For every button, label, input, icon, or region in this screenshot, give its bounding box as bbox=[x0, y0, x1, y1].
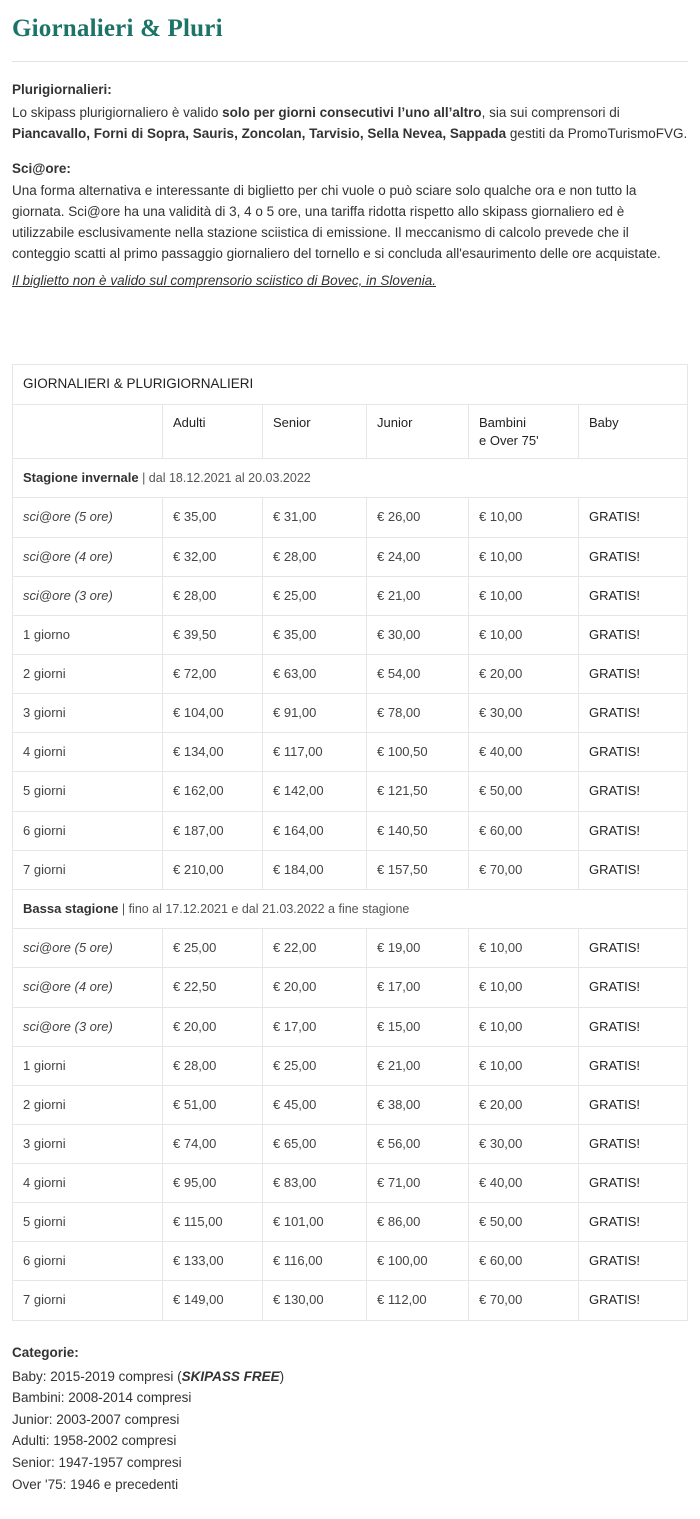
category-line bbox=[12, 1452, 688, 1474]
table-row bbox=[13, 1281, 688, 1320]
header-senior: Senior bbox=[263, 404, 367, 458]
table-row bbox=[13, 850, 688, 889]
cell-price: € 95,00 bbox=[163, 1164, 263, 1203]
row-label: 7 giorni bbox=[13, 1281, 163, 1320]
table-row bbox=[13, 1203, 688, 1242]
cell-free: GRATIS! bbox=[579, 1164, 688, 1203]
cell-price: € 101,00 bbox=[263, 1203, 367, 1242]
row-label: 2 giorni bbox=[13, 655, 163, 694]
cell-price: € 31,00 bbox=[263, 498, 367, 537]
cell-price: € 21,00 bbox=[367, 576, 469, 615]
cell-price: € 26,00 bbox=[367, 498, 469, 537]
cell-price: € 157,50 bbox=[367, 850, 469, 889]
cell-price: € 71,00 bbox=[367, 1164, 469, 1203]
table-row bbox=[13, 929, 688, 968]
cell-free: GRATIS! bbox=[579, 1242, 688, 1281]
cell-free: GRATIS! bbox=[579, 772, 688, 811]
table-row bbox=[13, 1007, 688, 1046]
intro-section bbox=[12, 80, 688, 292]
row-label: 6 giorni bbox=[13, 811, 163, 850]
cell-price: € 17,00 bbox=[367, 968, 469, 1007]
cell-free: GRATIS! bbox=[579, 1203, 688, 1242]
pluri-text-1: Lo skipass plurigiornaliero è valido bbox=[12, 104, 223, 120]
row-label: 1 giorno bbox=[13, 615, 163, 654]
cell-price: € 60,00 bbox=[469, 811, 579, 850]
categories-heading: Categorie: bbox=[12, 1344, 79, 1360]
cell-price: € 130,00 bbox=[263, 1281, 367, 1320]
season-dates: | fino al 17.12.2021 e dal 21.03.2022 a fine stagione bbox=[118, 901, 410, 916]
cell-price: € 20,00 bbox=[469, 655, 579, 694]
table-row bbox=[13, 498, 688, 537]
pluri-text-3: gestiti da PromoTurismoFVG. bbox=[506, 125, 688, 141]
cell-price: € 40,00 bbox=[469, 733, 579, 772]
categories-section bbox=[12, 1343, 688, 1495]
cell-price: € 121,50 bbox=[367, 772, 469, 811]
cell-free: GRATIS! bbox=[579, 850, 688, 889]
cell-free: GRATIS! bbox=[579, 615, 688, 654]
cell-price: € 17,00 bbox=[263, 1007, 367, 1046]
table-row bbox=[13, 1164, 688, 1203]
plurigiornalieri-heading: Plurigiornalieri: bbox=[12, 81, 112, 97]
category-line bbox=[12, 1474, 688, 1496]
cell-free: GRATIS! bbox=[579, 929, 688, 968]
category-line bbox=[12, 1409, 688, 1431]
table-row bbox=[13, 576, 688, 615]
cell-price: € 22,50 bbox=[163, 968, 263, 1007]
header-adulti: Adulti bbox=[163, 404, 263, 458]
page-title: Giornalieri & Pluri bbox=[12, 15, 223, 42]
page-container bbox=[0, 10, 700, 1519]
category-line bbox=[12, 1387, 688, 1409]
cell-price: € 10,00 bbox=[469, 929, 579, 968]
season-name: Stagione invernale bbox=[23, 470, 139, 486]
cell-free: GRATIS! bbox=[579, 498, 688, 537]
table-row bbox=[13, 772, 688, 811]
sciore-note: Il biglietto non è valido sul comprensorio sciistico di Bovec, in Slovenia. bbox=[12, 273, 436, 289]
cell-free: GRATIS! bbox=[579, 1046, 688, 1085]
cell-free: GRATIS! bbox=[579, 1281, 688, 1320]
cell-free: GRATIS! bbox=[579, 576, 688, 615]
cell-price: € 134,00 bbox=[163, 733, 263, 772]
cell-price: € 20,00 bbox=[263, 968, 367, 1007]
cell-free: GRATIS! bbox=[579, 537, 688, 576]
season-header-cell bbox=[13, 459, 688, 498]
row-label: sci@ore (3 ore) bbox=[13, 1007, 163, 1046]
categories-lines bbox=[12, 1366, 688, 1496]
cell-price: € 210,00 bbox=[163, 850, 263, 889]
table-row bbox=[13, 537, 688, 576]
cell-price: € 72,00 bbox=[163, 655, 263, 694]
cell-price: € 10,00 bbox=[469, 1007, 579, 1046]
table-row bbox=[13, 1046, 688, 1085]
price-table bbox=[12, 364, 688, 1321]
cell-price: € 30,00 bbox=[367, 615, 469, 654]
cell-price: € 38,00 bbox=[367, 1085, 469, 1124]
row-label: 5 giorni bbox=[13, 772, 163, 811]
cell-price: € 116,00 bbox=[263, 1242, 367, 1281]
cell-price: € 51,00 bbox=[163, 1085, 263, 1124]
table-caption-row bbox=[13, 365, 688, 405]
pluri-text-2: , sia sui comprensori di bbox=[481, 104, 620, 120]
category-text: Bambini: 2008-2014 compresi bbox=[12, 1390, 192, 1406]
cell-free: GRATIS! bbox=[579, 1124, 688, 1163]
season-header-row bbox=[13, 459, 688, 498]
cell-price: € 25,00 bbox=[263, 1046, 367, 1085]
table-caption: GIORNALIERI & PLURIGIORNALIERI bbox=[13, 365, 688, 405]
cell-price: € 54,00 bbox=[367, 655, 469, 694]
vertical-spacer bbox=[12, 306, 688, 364]
header-baby: Baby bbox=[579, 404, 688, 458]
cell-price: € 10,00 bbox=[469, 615, 579, 654]
cell-price: € 117,00 bbox=[263, 733, 367, 772]
cell-free: GRATIS! bbox=[579, 694, 688, 733]
row-label: 7 giorni bbox=[13, 850, 163, 889]
cell-price: € 28,00 bbox=[163, 576, 263, 615]
header-junior: Junior bbox=[367, 404, 469, 458]
cell-free: GRATIS! bbox=[579, 655, 688, 694]
category-line bbox=[12, 1430, 688, 1452]
cell-price: € 32,00 bbox=[163, 537, 263, 576]
category-text: Baby: 2015-2019 compresi ( bbox=[12, 1368, 182, 1384]
cell-free: GRATIS! bbox=[579, 811, 688, 850]
cell-free: GRATIS! bbox=[579, 733, 688, 772]
category-line bbox=[12, 1366, 688, 1388]
cell-price: € 19,00 bbox=[367, 929, 469, 968]
cell-price: € 15,00 bbox=[367, 1007, 469, 1046]
row-label: 2 giorni bbox=[13, 1085, 163, 1124]
cell-price: € 25,00 bbox=[263, 576, 367, 615]
cell-price: € 35,00 bbox=[263, 615, 367, 654]
row-label: 1 giorni bbox=[13, 1046, 163, 1085]
category-text: Adulti: 1958-2002 compresi bbox=[12, 1433, 177, 1449]
cell-price: € 21,00 bbox=[367, 1046, 469, 1085]
category-text: Over '75: 1946 e precedenti bbox=[12, 1476, 179, 1492]
table-row bbox=[13, 733, 688, 772]
cell-price: € 100,00 bbox=[367, 1242, 469, 1281]
cell-price: € 70,00 bbox=[469, 1281, 579, 1320]
cell-price: € 60,00 bbox=[469, 1242, 579, 1281]
cell-price: € 30,00 bbox=[469, 694, 579, 733]
cell-price: € 162,00 bbox=[163, 772, 263, 811]
table-row bbox=[13, 694, 688, 733]
sciore-paragraph: Una forma alternativa e interessante di biglietto per chi vuole o può sciare solo qualche ora e non tutto la giornata. Sci@ore ha una validità di 3, 4 o 5 ore, una tariffa ridotta rispetto allo skipass giornaliero ed è utilizzabile esclusivamente nella stazione sciistica di emissione. Il meccanismo di calcolo prevede che il conteggio scatti al primo passaggio giornaliero del tornello e si concluda all'esaurimento delle ore acquistate. bbox=[12, 183, 661, 262]
pluri-bold-2: Piancavallo, Forni di Sopra, Sauris, Zoncolan, Tarvisio, Sella Nevea, Sappada bbox=[12, 125, 507, 141]
title-divider bbox=[12, 61, 688, 62]
row-label: sci@ore (5 ore) bbox=[13, 498, 163, 537]
cell-price: € 35,00 bbox=[163, 498, 263, 537]
cell-price: € 74,00 bbox=[163, 1124, 263, 1163]
row-label: sci@ore (5 ore) bbox=[13, 929, 163, 968]
row-label: sci@ore (3 ore) bbox=[13, 576, 163, 615]
header-bambini-line1: Bambini bbox=[479, 414, 526, 430]
row-label: 3 giorni bbox=[13, 1124, 163, 1163]
table-row bbox=[13, 1085, 688, 1124]
table-row bbox=[13, 1242, 688, 1281]
cell-price: € 22,00 bbox=[263, 929, 367, 968]
table-header-row bbox=[13, 404, 688, 458]
cell-price: € 28,00 bbox=[163, 1046, 263, 1085]
sciore-block bbox=[12, 159, 688, 293]
plurigiornalieri-paragraph bbox=[12, 103, 688, 145]
cell-price: € 100,50 bbox=[367, 733, 469, 772]
cell-price: € 24,00 bbox=[367, 537, 469, 576]
cell-price: € 10,00 bbox=[469, 537, 579, 576]
season-header-row bbox=[13, 889, 688, 928]
table-row bbox=[13, 968, 688, 1007]
cell-price: € 50,00 bbox=[469, 772, 579, 811]
sciore-heading: Sci@ore: bbox=[12, 160, 71, 176]
cell-price: € 20,00 bbox=[469, 1085, 579, 1124]
row-label: 5 giorni bbox=[13, 1203, 163, 1242]
row-label: 4 giorni bbox=[13, 733, 163, 772]
cell-price: € 63,00 bbox=[263, 655, 367, 694]
cell-price: € 91,00 bbox=[263, 694, 367, 733]
cell-price: € 142,00 bbox=[263, 772, 367, 811]
cell-price: € 28,00 bbox=[263, 537, 367, 576]
pluri-bold-1: solo per giorni consecutivi l’uno all’altro bbox=[222, 104, 482, 120]
table-row bbox=[13, 615, 688, 654]
cell-price: € 10,00 bbox=[469, 1046, 579, 1085]
price-table-body bbox=[13, 365, 688, 1321]
category-text: Senior: 1947-1957 compresi bbox=[12, 1454, 182, 1470]
cell-price: € 40,00 bbox=[469, 1164, 579, 1203]
cell-free: GRATIS! bbox=[579, 1085, 688, 1124]
cell-price: € 133,00 bbox=[163, 1242, 263, 1281]
cell-price: € 45,00 bbox=[263, 1085, 367, 1124]
row-label: sci@ore (4 ore) bbox=[13, 968, 163, 1007]
cell-price: € 115,00 bbox=[163, 1203, 263, 1242]
category-emphasis: SKIPASS FREE bbox=[181, 1368, 280, 1384]
cell-free: GRATIS! bbox=[579, 968, 688, 1007]
cell-price: € 187,00 bbox=[163, 811, 263, 850]
cell-price: € 70,00 bbox=[469, 850, 579, 889]
category-text-after: ) bbox=[279, 1368, 285, 1384]
row-label: 6 giorni bbox=[13, 1242, 163, 1281]
season-header-cell bbox=[13, 889, 688, 928]
header-bambini-over75 bbox=[469, 404, 579, 458]
cell-price: € 149,00 bbox=[163, 1281, 263, 1320]
header-bambini-line2: e Over 75' bbox=[479, 432, 539, 448]
cell-price: € 50,00 bbox=[469, 1203, 579, 1242]
row-label: 4 giorni bbox=[13, 1164, 163, 1203]
cell-price: € 20,00 bbox=[163, 1007, 263, 1046]
cell-price: € 39,50 bbox=[163, 615, 263, 654]
table-row bbox=[13, 811, 688, 850]
cell-price: € 112,00 bbox=[367, 1281, 469, 1320]
header-blank bbox=[13, 404, 163, 458]
category-text: Junior: 2003-2007 compresi bbox=[12, 1411, 180, 1427]
table-row bbox=[13, 1124, 688, 1163]
cell-price: € 140,50 bbox=[367, 811, 469, 850]
plurigiornalieri-block bbox=[12, 80, 688, 145]
cell-price: € 104,00 bbox=[163, 694, 263, 733]
cell-price: € 184,00 bbox=[263, 850, 367, 889]
cell-price: € 65,00 bbox=[263, 1124, 367, 1163]
cell-price: € 30,00 bbox=[469, 1124, 579, 1163]
row-label: 3 giorni bbox=[13, 694, 163, 733]
table-row bbox=[13, 655, 688, 694]
season-name: Bassa stagione bbox=[23, 900, 119, 916]
cell-free: GRATIS! bbox=[579, 1007, 688, 1046]
cell-price: € 10,00 bbox=[469, 968, 579, 1007]
cell-price: € 10,00 bbox=[469, 576, 579, 615]
cell-price: € 86,00 bbox=[367, 1203, 469, 1242]
cell-price: € 78,00 bbox=[367, 694, 469, 733]
season-dates: | dal 18.12.2021 al 20.03.2022 bbox=[138, 471, 311, 486]
row-label: sci@ore (4 ore) bbox=[13, 537, 163, 576]
cell-price: € 56,00 bbox=[367, 1124, 469, 1163]
cell-price: € 10,00 bbox=[469, 498, 579, 537]
cell-price: € 83,00 bbox=[263, 1164, 367, 1203]
cell-price: € 25,00 bbox=[163, 929, 263, 968]
cell-price: € 164,00 bbox=[263, 811, 367, 850]
